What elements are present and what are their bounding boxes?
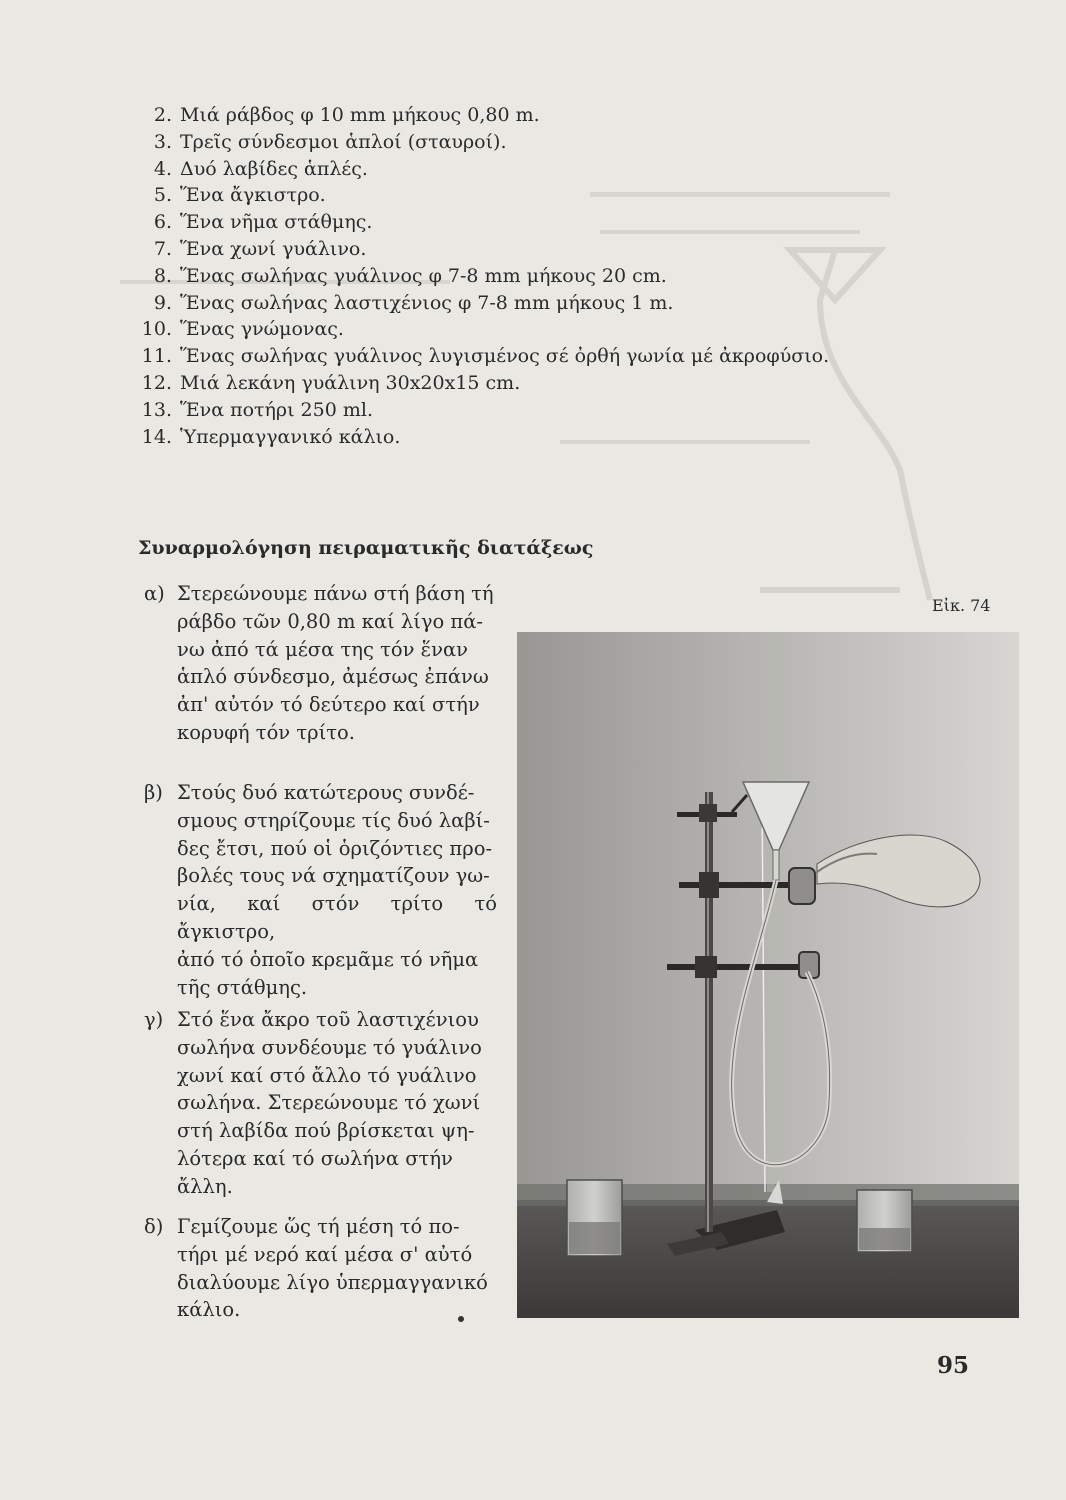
beaker-left: [567, 1180, 622, 1256]
section-heading: Συναρμολόγηση πειραματικῆς διατάξεως: [138, 537, 594, 559]
list-item: [136, 156, 896, 183]
list-item: [136, 290, 896, 317]
list-item-number: 5.: [153, 184, 172, 207]
list-item-text: Ἕνας σωλήνας γυάλινος λυγισμένος σέ ὀρθή γωνία μέ ἀκροφύσιο.: [180, 345, 830, 368]
list-item-number: 9.: [153, 291, 172, 314]
beaker-right: [857, 1190, 912, 1252]
list-item-text: Δυό λαβίδες ἁπλές.: [180, 157, 368, 180]
list-item: [136, 343, 896, 370]
list-item-number: 2.: [153, 104, 172, 126]
list-item-number: 10.: [141, 318, 172, 341]
step-text: Στούς δυό κατώτερους συνδέ- σμους στηρίζουμε τίς δυό λαβί- δες ἔτσι, πού οἱ ὁριζόντιες προ- βολές τους νά σχηματίζουν γω- νία, καί στόν τρίτο τό ἄγκιστρο, ἀπό τό ὁποῖο κρεμᾶμε τό νῆμα τῆς στάθμης.: [177, 781, 497, 999]
page-number: 95: [937, 1352, 970, 1379]
list-item: [136, 316, 896, 343]
list-item-text: Ἕνα νῆμα στάθμης.: [180, 211, 373, 234]
list-item-number: 8.: [153, 264, 172, 287]
step-marker: β): [144, 781, 163, 804]
list-item-text: Ὑπερμαγγανικό κάλιο.: [180, 425, 401, 448]
figure-caption: Εἰκ. 74: [932, 596, 991, 615]
list-item: [136, 102, 896, 129]
list-item: [136, 397, 896, 424]
materials-list: [136, 102, 896, 450]
list-item-text: Μιά ράβδος φ 10 mm μήκους 0,80 m.: [180, 104, 540, 126]
list-item-number: 13.: [141, 398, 172, 421]
list-item-text: Μιά λεκάνη γυάλινη 30x20x15 cm.: [180, 371, 521, 394]
list-item-text: Τρεῖς σύνδεσμοι ἁπλοί (σταυροί).: [180, 130, 507, 153]
step-marker: δ): [144, 1215, 164, 1238]
step-text: Στό ἕνα ἄκρο τοῦ λαστιχένιου σωλήνα συνδέουμε τό γυάλινο χωνί καί στό ἄλλο τό γυάλινο σωλήνα. Στερεώνουμε τό χωνί στή λαβίδα πού βρίσκεται ψη- λότερα καί τό σωλήνα στήν ἄλλη.: [177, 1008, 482, 1198]
list-item-text: Ἕνα ἄγκιστρο.: [180, 184, 326, 207]
list-item-number: 12.: [141, 371, 172, 394]
step-marker: α): [144, 582, 165, 605]
list-item: [136, 182, 896, 209]
list-item: [136, 209, 896, 236]
list-item-number: 7.: [153, 237, 172, 260]
list-item: [136, 263, 896, 290]
step-text: Στερεώνουμε πάνω στή βάση τή ράβδο τῶν 0,80 m καί λίγο πά- νω ἀπό τά μέσα της τόν ἕναν ἁπλό σύνδεσμο, ἀμέσως ἐπάνω ἀπ' αὐτόν τό δεύτερο καί στήν κορυφή τόν τρίτο.: [177, 582, 494, 744]
list-item-number: 6.: [153, 211, 172, 234]
list-item-number: 14.: [141, 425, 172, 448]
bullet-dot: [458, 1316, 464, 1322]
list-item: [136, 370, 896, 397]
list-item-text: Ἕνας σωλήνας γυάλινος φ 7-8 mm μήκους 20 cm.: [180, 264, 667, 287]
apparatus-photo: [517, 632, 1019, 1318]
list-item-number: 3.: [153, 130, 172, 153]
list-item-text: Ἕνα ποτήρι 250 ml.: [180, 398, 373, 421]
list-item-text: Ἕνας σωλήνας λαστιχένιος φ 7-8 mm μήκους 1 m.: [180, 291, 674, 314]
list-item-text: Ἕνα χωνί γυάλινο.: [180, 237, 367, 260]
list-item-number: 11.: [141, 345, 172, 368]
list-item-text: Ἕνας γνώμονας.: [180, 318, 344, 341]
step-marker: γ): [144, 1008, 164, 1031]
step-text: Γεμίζουμε ὥς τή μέση τό πο- τήρι μέ νερό καί μέσα σ' αὐτό διαλύουμε λίγο ὑπερμαγγανικό κάλιο.: [177, 1215, 488, 1322]
list-item: [136, 236, 896, 263]
list-item: [136, 129, 896, 156]
list-item: [136, 424, 896, 451]
list-item-number: 4.: [153, 157, 172, 180]
